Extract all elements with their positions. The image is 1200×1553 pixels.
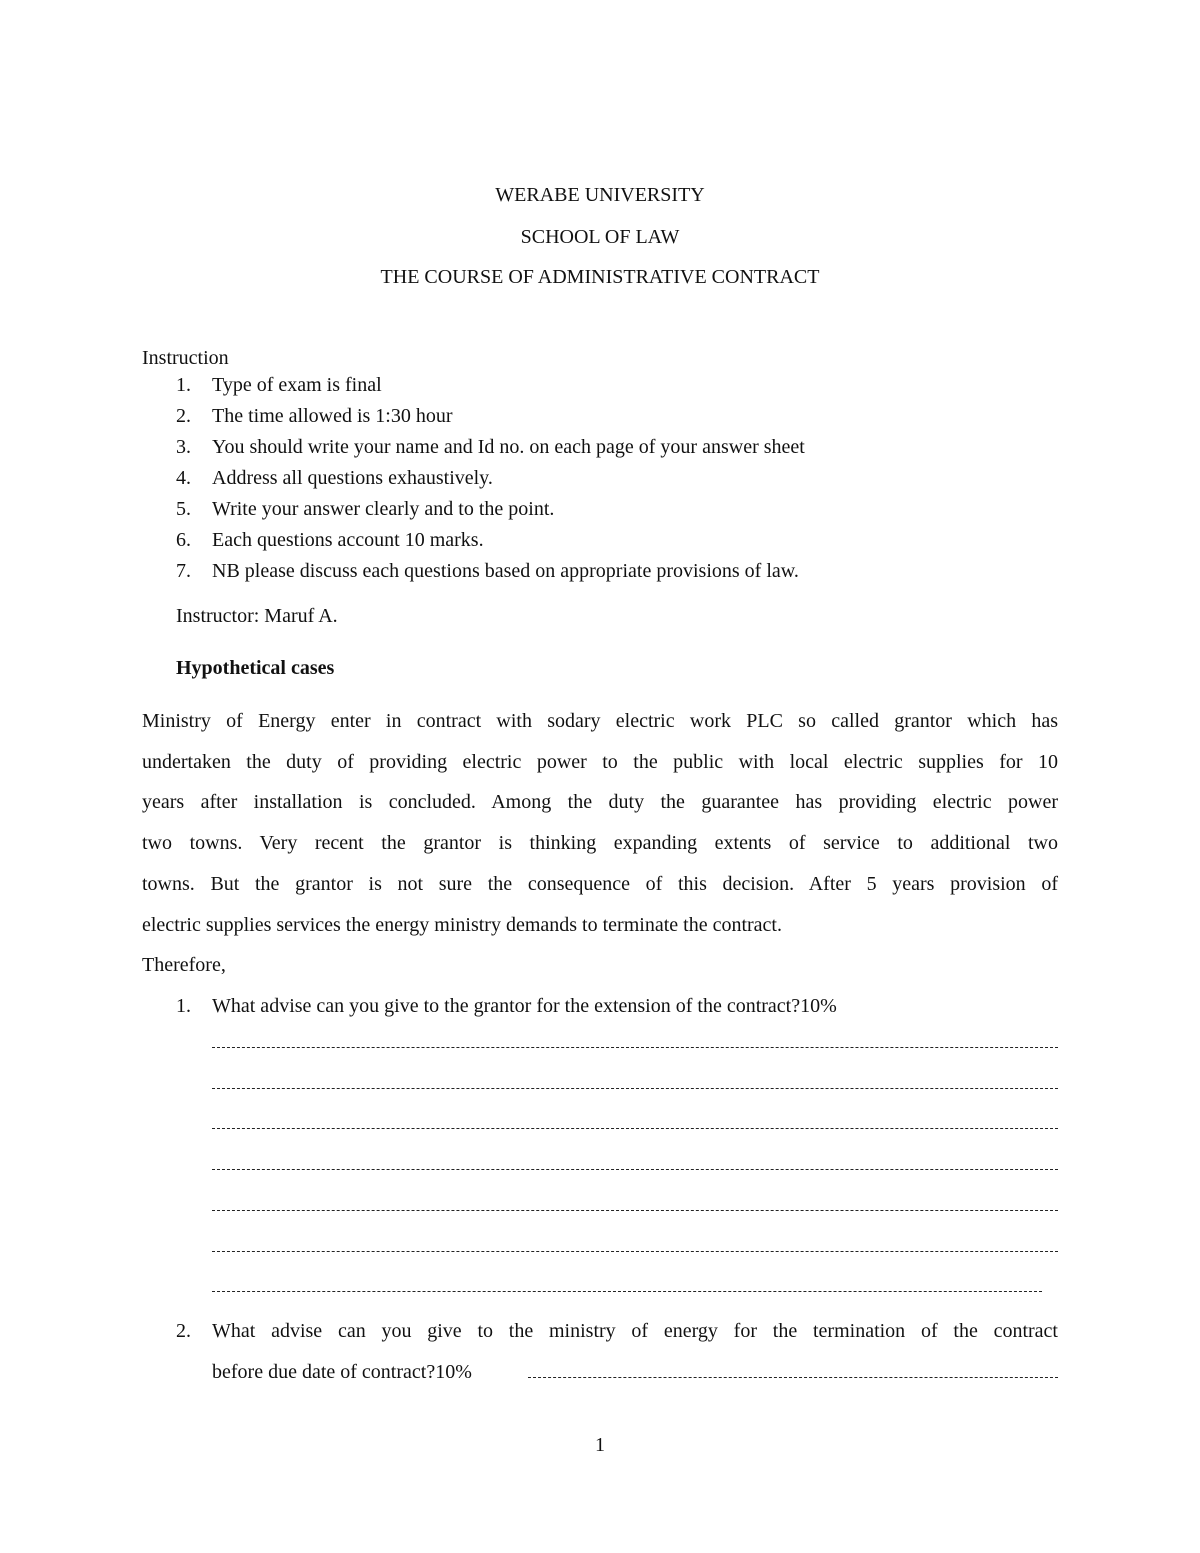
answer-line (212, 1169, 1058, 1170)
paragraph-line: Ministry of Energy enter in contract with sodary electric work PLC so called grantor which has (142, 710, 1058, 732)
answer-line (212, 1251, 1058, 1252)
answer-line (212, 1291, 1042, 1292)
question-line: What advise can you give to the ministry of energy for the termination of the contract (212, 1320, 1058, 1342)
answer-line (212, 1128, 1058, 1129)
school-name: SCHOOL OF LAW (520, 226, 680, 248)
instructor-name: Instructor: Maruf A. (176, 605, 338, 627)
case-heading: Hypothetical cases (176, 657, 335, 679)
answer-line (212, 1210, 1058, 1211)
paragraph-line: undertaken the duty of providing electric power to the public with local electric supplies for 10 (142, 751, 1058, 773)
therefore-text: Therefore, (142, 954, 226, 976)
paragraph-line: two towns. Very recent the grantor is thinking expanding extents of service to additional two (142, 832, 1058, 854)
paragraph-line: towns. But the grantor is not sure the consequence of this decision. After 5 years provision of (142, 873, 1058, 895)
university-name: WERABE UNIVERSITY (495, 184, 705, 206)
answer-line (212, 1088, 1058, 1089)
question-line: before due date of contract?10% (212, 1361, 472, 1383)
answer-line (528, 1377, 1058, 1378)
instruction-heading: Instruction (142, 347, 229, 369)
answer-line (212, 1047, 1058, 1048)
course-title: THE COURSE OF ADMINISTRATIVE CONTRACT (380, 266, 820, 288)
paragraph-line: electric supplies services the energy ministry demands to terminate the contract. (142, 914, 782, 936)
paragraph-line: years after installation is concluded. Among the duty the guarantee has providing electric power (142, 791, 1058, 813)
page-number: 1 (595, 1434, 605, 1456)
